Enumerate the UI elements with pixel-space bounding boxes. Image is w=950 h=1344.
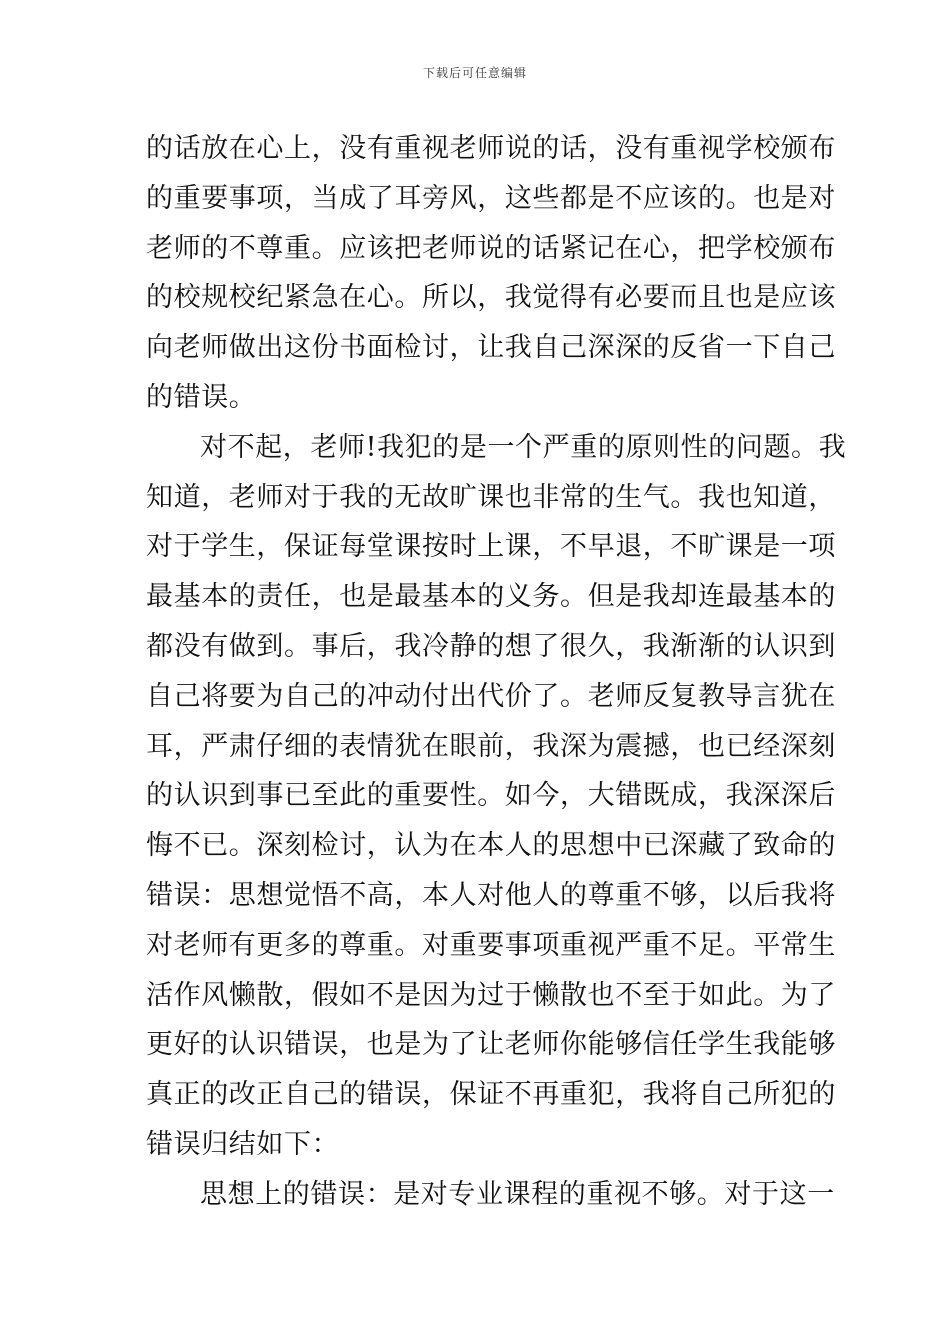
paragraph-start-line: 对不起，老师!我犯的是一个严重的原则性的问题。我 bbox=[200, 431, 847, 463]
text-line: 活作风懒散，假如不是因为过于懒散也不至于如此。为了 bbox=[146, 979, 836, 1011]
page-header: 下载后可任意编辑 bbox=[422, 66, 527, 80]
text-line: 悔不已。深刻检讨，认为在本人的思想中已深藏了致命的 bbox=[146, 830, 836, 862]
text-line: 对于学生，保证每堂课按时上课，不早退，不旷课是一项 bbox=[146, 531, 836, 563]
text-line: 的重要事项，当成了耳旁风，这些都是不应该的。也是对 bbox=[146, 182, 836, 214]
text-line: 都没有做到。事后，我冷静的想了很久，我渐渐的认识到 bbox=[146, 630, 836, 662]
text-line: 的话放在心上，没有重视老师说的话，没有重视学校颁布 bbox=[146, 133, 836, 164]
text-line: 错误：思想觉悟不高，本人对他人的尊重不够，以后我将 bbox=[146, 879, 836, 911]
text-line: 老师的不尊重。应该把老师说的话紧记在心，把学校颁布 bbox=[146, 232, 836, 264]
text-line: 耳，严肃仔细的表情犹在眼前，我深为震撼，也已经深刻 bbox=[146, 730, 836, 762]
text-line: 更好的认识错误，也是为了让老师你能够信任学生我能够 bbox=[146, 1029, 836, 1061]
text-line: 错误归结如下： bbox=[146, 1128, 340, 1160]
text-line: 对老师有更多的尊重。对重要事项重视严重不足。平常生 bbox=[146, 929, 836, 961]
text-line: 最基本的责任，也是最基本的义务。但是我却连最基本的 bbox=[146, 581, 836, 613]
text-line: 知道，老师对于我的无故旷课也非常的生气。我也知道， bbox=[146, 481, 836, 513]
text-line: 的校规校纪紧急在心。所以，我觉得有必要而且也是应该 bbox=[146, 282, 836, 314]
paragraph-start-line: 思想上的错误：是对专业课程的重视不够。对于这一 bbox=[200, 1178, 835, 1210]
text-line: 的错误。 bbox=[146, 381, 257, 413]
text-line: 向老师做出这份书面检讨，让我自己深深的反省一下自己 bbox=[146, 332, 836, 364]
text-line: 的认识到事已至此的重要性。如今，大错既成，我深深后 bbox=[146, 780, 836, 812]
text-line: 真正的改正自己的错误，保证不再重犯，我将自己所犯的 bbox=[146, 1079, 836, 1111]
text-line: 自己将要为自己的冲动付出代价了。老师反复教导言犹在 bbox=[146, 680, 836, 712]
document-body bbox=[146, 124, 847, 1220]
